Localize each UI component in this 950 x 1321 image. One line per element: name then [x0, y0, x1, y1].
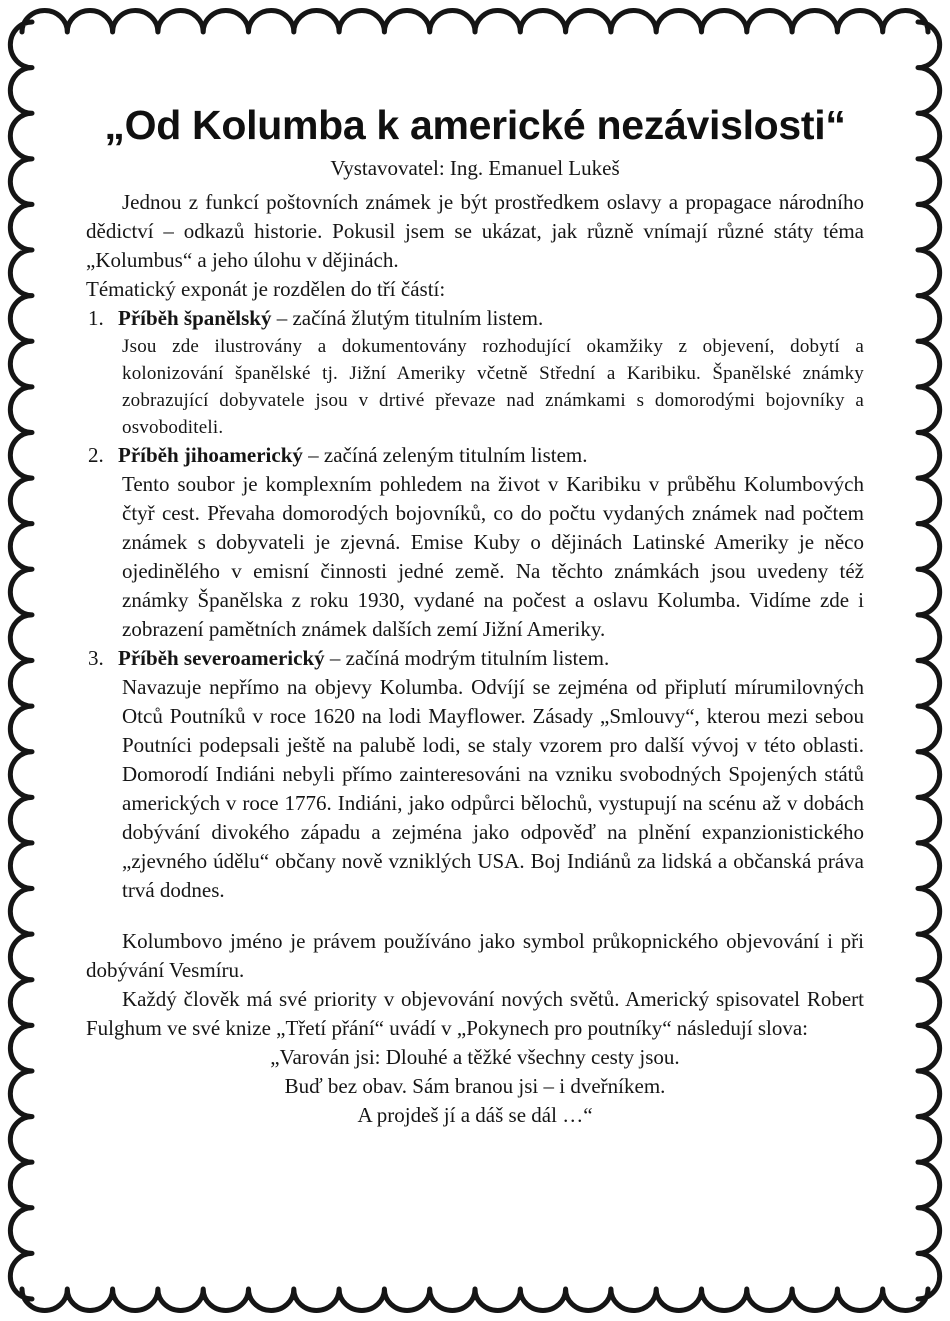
section-name: Příběh severoamerický [118, 646, 325, 670]
section-name: Příběh jihoamerický [118, 443, 303, 467]
section-number: 3. [88, 646, 104, 670]
section-name: Příběh španělský [118, 306, 272, 330]
section-body: Navazuje nepřímo na objevy Kolumba. Odvíjí se zejména od připlutí mírumilovných Otců Poutníků v roce 1620 na lodi Mayflower. Zásady „Smlouvy“, kterou mezi sebou Poutníci podepsali ještě na palubě lodi, se staly vzorem pro další vývoj v této oblasti. Domorodí Indiáni nebyli přímo zainteresováni na vzniku svobodných Spojených států amerických v roce 1776. Indiáni, jako odpůrci bělochů, vystupují na scénu až v dobách dobývání divokého západu a zejména jako odpověď na plnění expanzionistického „zjevného údělu“ občany nově vzniklých USA. Boj Indiánů za lidská a občanská práva trvá dodnes. [122, 675, 864, 902]
intro-paragraph: Jednou z funkcí poštovních známek je být prostředkem oslavy a propagace národního dědictví – odkazů historie. Pokusil jsem se ukázat, jak různě vnímají různé státy téma „Kolumbus“ a jeho úlohu v dějinách. [86, 190, 864, 272]
section-body: Tento soubor je komplexním pohledem na život v Karibiku v průběhu Kolumbových čtyř cest. Převaha domorodých bojovníků, co do počtu vydaných známek nad počtem známek s dobyvateli je zjevná. Emise Kuby o dějinách Latinské Ameriky je něco ojedinělého v emisní činnosti jedné země. Na těchto známkách jsou uvedeny též známky Španělska z roku 1930, vydané na počest a oslavu Kolumba. Vidíme zde i zobrazení pamětních známek dalších zemí Jižní Ameriky. [122, 472, 864, 641]
section-desc: – začíná modrým titulním listem. [324, 646, 610, 670]
section-spanish [86, 304, 864, 441]
closing-paragraph-2: Každý člověk má své priority v objevování nových světů. Americký spisovatel Robert Fulghum ve své knize „Třetí přání“ uvádí v „Pokynech pro poutníky“ následují slova: [86, 987, 864, 1040]
section-south-american [86, 441, 864, 644]
section-desc: – začíná žlutým titulním listem. [271, 306, 544, 330]
quote-line-3: A projdeš jí a dáš se dál …“ [357, 1103, 593, 1127]
closing-paragraph-1: Kolumbovo jméno je právem používáno jako symbol průkopnického objevování i při dobývání Vesmíru. [86, 929, 864, 982]
section-body: Jsou zde ilustrovány a dokumentovány rozhodující okamžiky z objevení, dobytí a kolonizování španělské tj. Jižní Ameriky včetně Střední a Karibiku. Španělské známky zobrazující dobyvatele jsou v drtivé převaze nad známkami s domorodými bojovníky a osvoboditeli. [122, 336, 864, 438]
quote-line-2: Buď bez obav. Sám branou jsi – i dveřníkem. [284, 1074, 666, 1098]
section-north-american [86, 644, 864, 905]
exhibitor-line: Vystavovatel: Ing. Emanuel Lukeš [330, 156, 620, 180]
intro-list-lead: Tématický exponát je rozdělen do tří částí: [86, 277, 446, 301]
section-heading [86, 441, 864, 470]
section-heading [86, 304, 864, 333]
document-body [86, 100, 864, 1130]
section-desc: – začíná zeleným titulním listem. [302, 443, 588, 467]
quote-line-1: „Varován jsi: Dlouhé a těžké všechny cesty jsou. [270, 1045, 680, 1069]
section-number: 1. [88, 306, 104, 330]
page-title: „Od Kolumba k americké nezávislosti“ [104, 102, 846, 148]
section-number: 2. [88, 443, 104, 467]
section-heading [86, 644, 864, 673]
